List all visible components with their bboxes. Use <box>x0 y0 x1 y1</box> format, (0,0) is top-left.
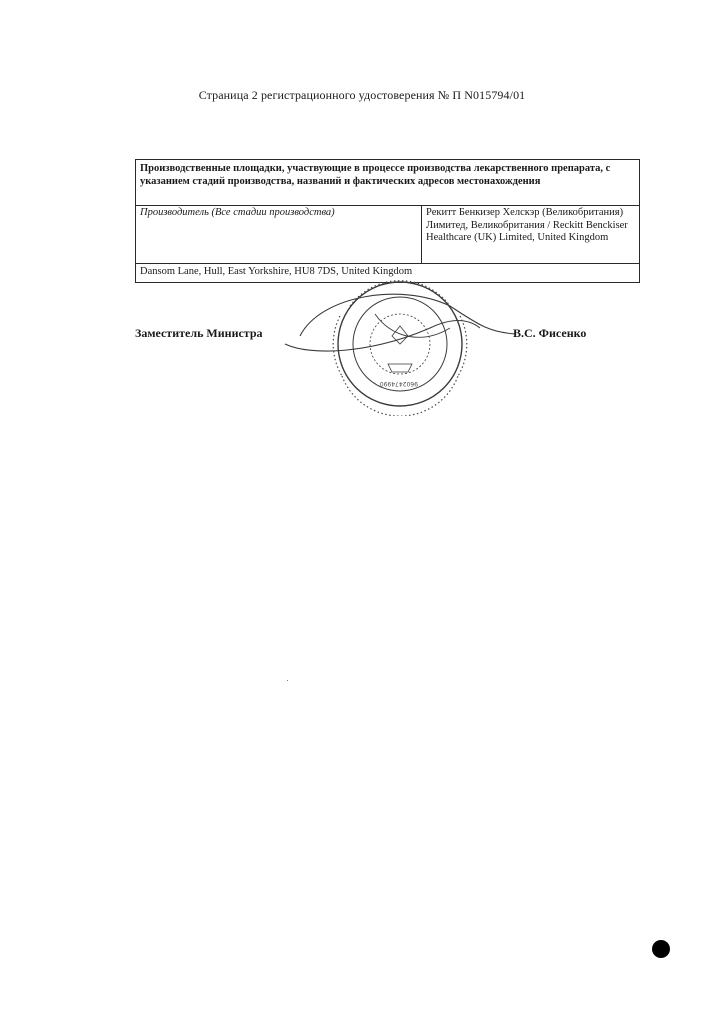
address-text: Dansom Lane, Hull, East Yorkshire, HU8 7DS, United Kingdom <box>140 266 413 277</box>
seal-number: 9602474990 <box>379 380 418 387</box>
page-title: Страница 2 регистрационного удостоверения № П N015794/01 <box>198 88 526 102</box>
signatory-position: Заместитель Министра <box>135 326 263 340</box>
official-seal-icon <box>280 276 520 416</box>
signatory-name: В.С. Фисенко <box>513 326 587 340</box>
table-header-text: Производственные площадки, участвующие в процессе производства лекарственного препарата, с указанием стадий производства, названий и фактических адресов местонахождения <box>140 163 611 187</box>
scan-speck <box>287 680 288 681</box>
table-row-manufacturer <box>136 206 639 264</box>
manufacturer-company-cell: Рекитт Бенкизер Хелскэр (Великобритания) Лимитед, Великобритания / Reckitt Benckiser Healthcare (UK) Limited, United Kingdom <box>426 207 628 243</box>
table-header-row <box>136 160 639 206</box>
page-marker-dot <box>652 940 670 958</box>
production-sites-table <box>135 159 640 283</box>
manufacturer-role-cell: Производитель (Все стадии производства) <box>136 206 422 263</box>
